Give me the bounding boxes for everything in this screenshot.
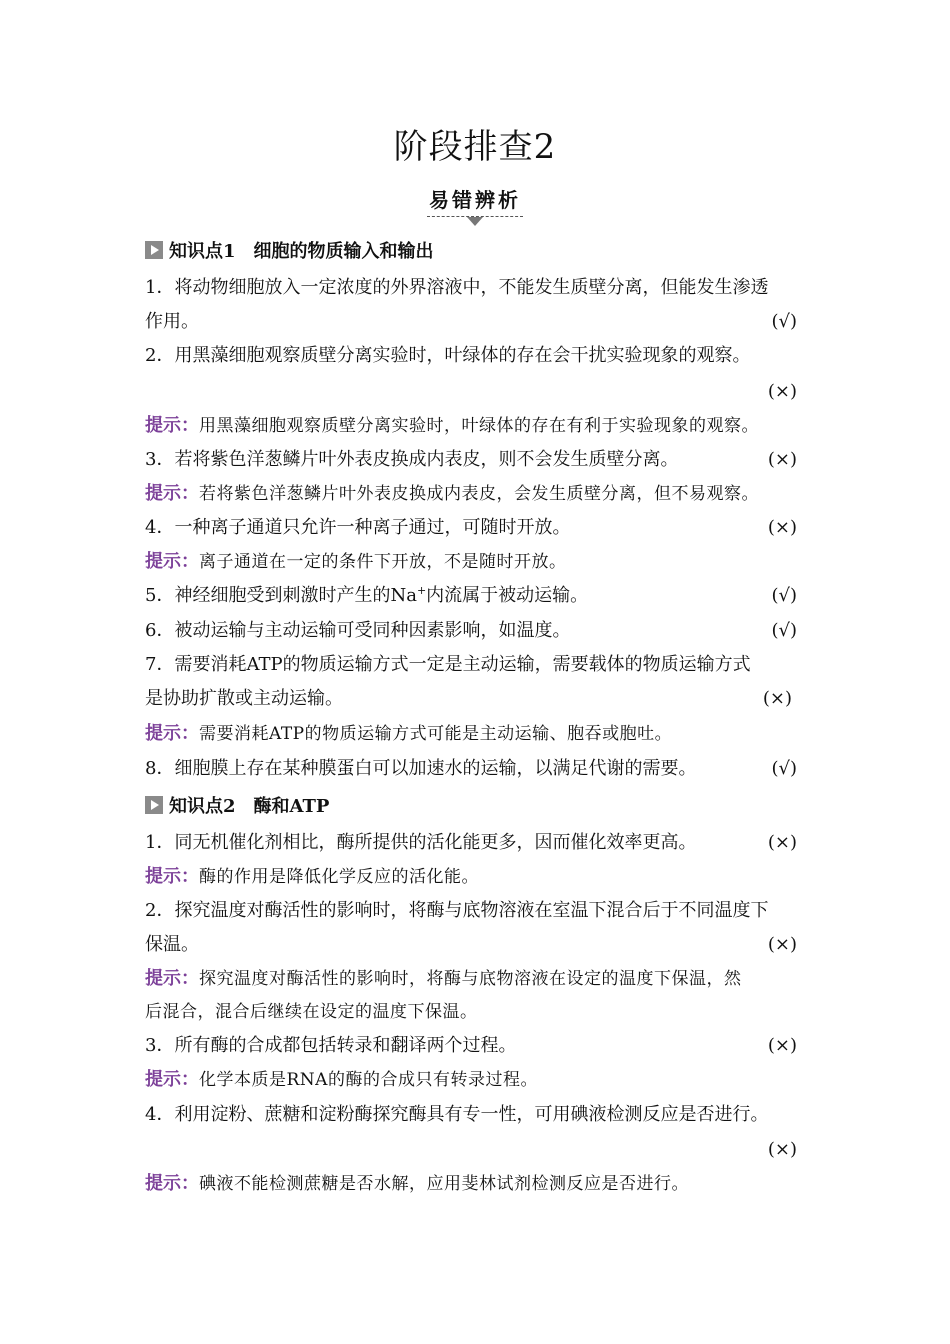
- play-triangle-icon: [145, 796, 163, 814]
- question-line: 5．神经细胞受到刺激时产生的Na+内流属于被动运输。 (√): [145, 582, 805, 610]
- hint-line: 提示：需要消耗ATP的物质运输方式可能是主动运输、胞吞或胞吐。: [145, 723, 673, 744]
- hint-line: 提示：探究温度对酶活性的影响时，将酶与底物溶液在设定的温度下保温，然: [145, 968, 742, 989]
- hint-line: 提示：用黑藻细胞观察质壁分离实验时，叶绿体的存在有利于实验现象的观察。: [145, 415, 759, 436]
- hint-line: 后混合，混合后继续在设定的温度下保温。: [145, 1002, 478, 1022]
- question-line: 6．被动运输与主动运输可受同种因素影响，如温度。 (√): [145, 617, 805, 645]
- question-line: 3．若将紫色洋葱鳞片叶外表皮换成内表皮，则不会发生质壁分离。 (×): [145, 446, 805, 474]
- section-heading: 知识点2 酶和ATP: [145, 793, 805, 821]
- question-line: 保温。 (×): [145, 931, 805, 959]
- hint-label: 提示：: [145, 968, 199, 989]
- answer-mark: (√): [771, 620, 797, 641]
- page-title: 阶段排查2: [393, 127, 557, 167]
- hint-line: 提示：若将紫色洋葱鳞片叶外表皮换成内表皮，会发生质壁分离，但不易观察。: [145, 483, 759, 504]
- hint-label: 提示：: [145, 551, 199, 572]
- hint-label: 提示：: [145, 415, 199, 436]
- hint-line: 提示：碘液不能检测蔗糖是否水解，应用斐林试剂检测反应是否进行。: [145, 1173, 689, 1194]
- answer-mark: (√): [771, 758, 797, 779]
- play-triangle-icon: [145, 241, 163, 259]
- question-line: 4．利用淀粉、蔗糖和淀粉酶探究酶具有专一性，可用碘液检测反应是否进行。: [145, 1104, 769, 1125]
- hint-line: 提示：酶的作用是降低化学反应的活化能。: [145, 866, 479, 887]
- hint-label: 提示：: [145, 723, 199, 744]
- subtitle-text: 易错辨析: [427, 186, 523, 217]
- answer-mark: (√): [771, 311, 797, 332]
- question-line: 2．用黑藻细胞观察质壁分离实验时，叶绿体的存在会干扰实验现象的观察。: [145, 345, 751, 366]
- question-line: 4．一种离子通道只允许一种离子通过，可随时开放。 (×): [145, 514, 805, 542]
- question-line: 1．将动物细胞放入一定浓度的外界溶液中，不能发生质壁分离，但能发生渗透: [145, 277, 769, 298]
- hint-label: 提示：: [145, 483, 199, 504]
- answer-mark: (√): [771, 585, 797, 606]
- question-line: 是协助扩散或主动运输。 (×): [145, 685, 805, 713]
- hint-line: 提示：化学本质是RNA的酶的合成只有转录过程。: [145, 1069, 538, 1090]
- hint-label: 提示：: [145, 1069, 199, 1090]
- answer-mark: (×): [767, 517, 797, 538]
- answer-mark: (×): [762, 688, 792, 709]
- hint-line: 提示：离子通道在一定的条件下开放，不是随时开放。: [145, 551, 567, 572]
- answer-mark: (×): [767, 934, 797, 955]
- hint-label: 提示：: [145, 1173, 199, 1194]
- question-line: 3．所有酶的合成都包括转录和翻译两个过程。 (×): [145, 1032, 805, 1060]
- subtitle-arrow-icon: [467, 217, 483, 226]
- question-line: 作用。 (√): [145, 308, 805, 336]
- section-subtitle: [0, 186, 950, 226]
- question-line: 7．需要消耗ATP的物质运输方式一定是主动运输，需要载体的物质运输方式: [145, 654, 751, 675]
- answer-mark: (×): [767, 832, 797, 853]
- answer-mark: (×): [767, 449, 797, 470]
- answer-mark: (×): [767, 1139, 797, 1160]
- section-heading: 知识点1 细胞的物质输入和输出: [145, 238, 805, 266]
- question-line: 2．探究温度对酶活性的影响时，将酶与底物溶液在室温下混合后于不同温度下: [145, 900, 769, 921]
- answer-mark: (×): [767, 1035, 797, 1056]
- question-line: 8．细胞膜上存在某种膜蛋白可以加速水的运输，以满足代谢的需要。 (√): [145, 755, 805, 783]
- question-line: 1．同无机催化剂相比，酶所提供的活化能更多，因而催化效率更高。 (×): [145, 829, 805, 857]
- answer-mark: (×): [767, 381, 797, 402]
- hint-label: 提示：: [145, 866, 199, 887]
